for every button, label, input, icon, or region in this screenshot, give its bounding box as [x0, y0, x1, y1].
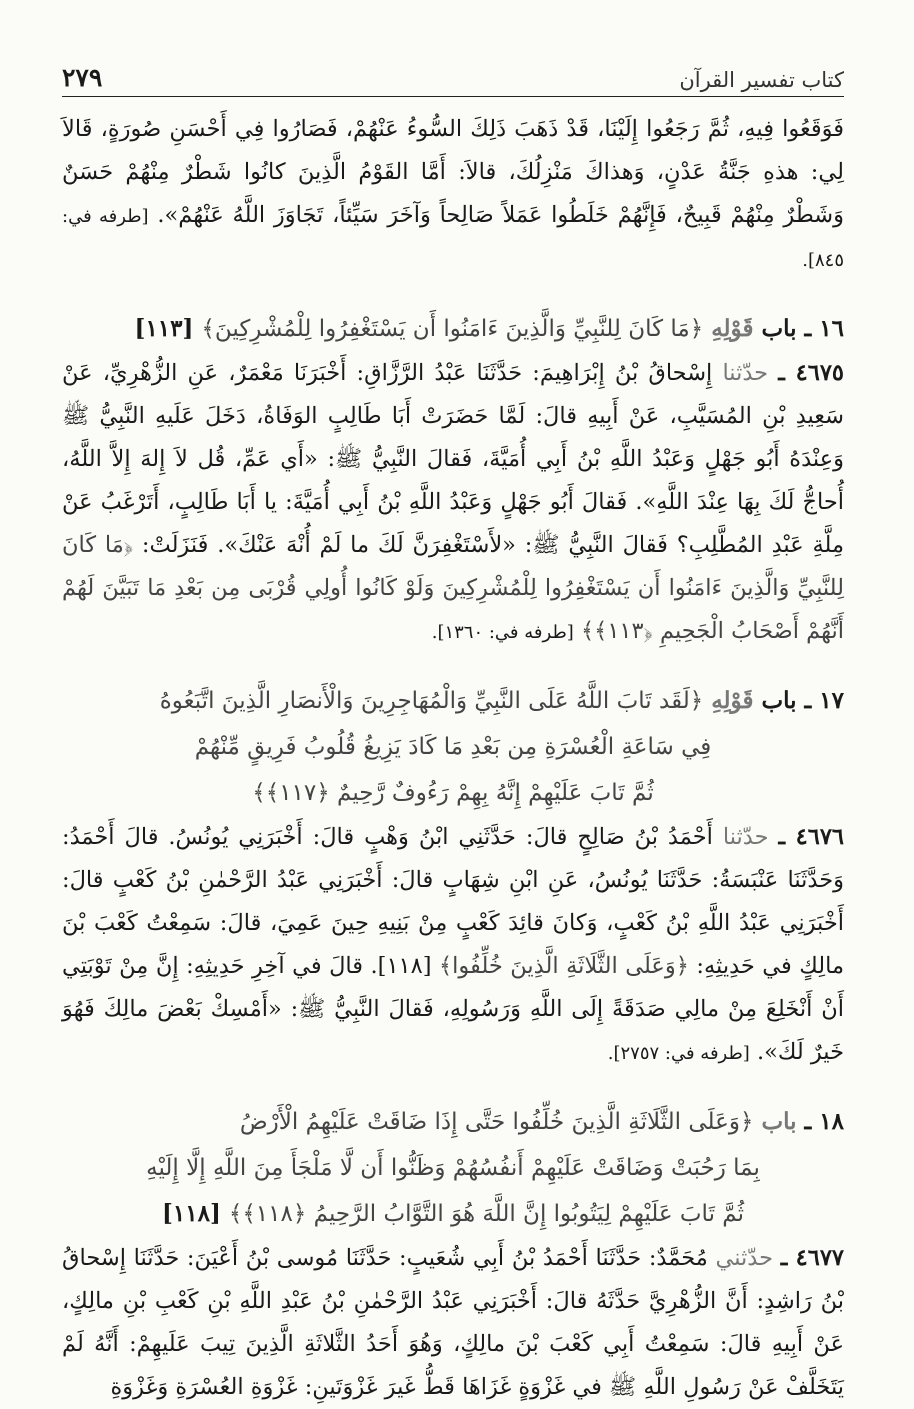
hadith-number: ٤٦٧٧ ـ: [780, 1245, 844, 1271]
chapter-number: ١٦ ـ: [804, 315, 844, 342]
chapter-18-heading: [62, 1099, 844, 1145]
chapter-qawluhu: قَوْلِهِ: [711, 315, 754, 342]
chapter-qawluhu: قَوْلِهِ: [711, 687, 754, 714]
chapter-17-verse-line-2: [62, 724, 844, 770]
chapter-18-verse-line-3: [62, 1191, 844, 1237]
chapter-verse-line-1: ﴿وَعَلَى الثَّلَاثَةِ الَّذِينَ خُلِّفُوا حَتَّى إِذَا ضَاقَتْ عَلَيْهِمُ الْأَرْضُ: [239, 1109, 754, 1135]
verse-ref: [١١٣]: [134, 315, 194, 342]
chapter-16-heading: [62, 306, 844, 352]
verse-ref: [١١٨]: [161, 1200, 221, 1227]
chapter-18-verse-line-2: [62, 1145, 844, 1191]
hadith-text: مُحَمَّدٌ: حَدَّثَنَا أَحْمَدُ بْنُ أَبِي شُعَيبٍ: حَدَّثَنَا مُوسى بْنُ أَعْيَنَ: حَدَّثَنَا إِسْحاقُ بْنُ رَاشِدٍ: أَنَّ الزُّهْرِيَّ حَدَّثَهُ قالَ: أَخْبَرَنِي عَبْدُ الرَّحْمٰنِ بْنُ عَبْدِ اللَّهِ بْنِ كَعْبِ بْنِ مالِكٍ، عَنْ أَبِيهِ قالَ: سَمِعْتُ أَبِي كَعْبَ بْنَ مالِكٍ، وَهُوَ أَحَدُ الثَّلاثَةِ الَّذِينَ تِيبَ عَلَيهِمْ: أَنَّهُ لَمْ يَتَخَلَّفْ عَنْ رَسُولِ اللَّهِ ﷺ في غَزْوَةٍ غَزَاهَا قَطُّ غَيرَ غَزْوَتَينِ: غَزْوَةِ العُسْرَةِ وَغَزْوَةِ: [62, 1245, 844, 1400]
page-body: [62, 108, 844, 1409]
chapter-bab: باب: [761, 315, 797, 342]
cross-reference: [طرفه في: ١٣٦٠].: [431, 622, 574, 643]
hadith-haddathana: حدّثني: [715, 1245, 774, 1271]
hadith-text-a: أَحْمَدُ بْنُ صَالِحٍ قالَ: حَدَّثَنِي ابْنُ وَهْبٍ قالَ: أَخْبَرَنِي يُونُسُ. قالَ أَحْمَدُ: وَحَدَّثَنَا عَنْبَسَةُ: حَدَّثَنَا يُونُسُ، عَنِ ابْنِ شِهَابٍ قالَ: أَخْبَرَنِي عَبْدُ الرَّحْمٰنِ بْنُ كَعْبٍ قالَ: أَخْبَرَنِي عَبْدُ اللَّهِ بْنُ كَعْبٍ، وَكانَ قائِدَ كَعْبٍ مِنْ بَنِيهِ حِينَ عَمِيَ، قالَ: سَمِعْتُ كَعْبَ بْنَ مالِكٍ في حَدِيثِهِ:: [62, 824, 845, 979]
cross-reference: [طرفه في: ٢٧٥٧].: [607, 1043, 750, 1064]
hadith-text: إِسْحاقُ بْنُ إِبْرَاهِيمَ: حَدَّثَنَا عَبْدُ الرَّزَّاقِ: أَخْبَرَنَا مَعْمَرٌ، عَنِ الزُّهْرِيِّ، عَنْ سَعِيدِ بْنِ المُسَيَّبِ، عَنْ أَبِيهِ قالَ: لَمَّا حَضَرَتْ أَبَا طَالِبٍ الوَفَاةُ، دَخَلَ عَلَيهِ النَّبِيُّ ﷺ وَعِنْدَهُ أَبُو جَهْلٍ وَعَبْدُ اللَّهِ بْنُ أَبِي أُمَيَّةَ، فَقالَ النَّبِيُّ ﷺ: «أَي عَمِّ، قُل لاَ إِلهَ إِلاَّ اللَّهُ، أُحاجُّ لَكَ بِهَا عِنْدَ اللَّهِ». فَقالَ أَبُو جَهْلٍ وَعَبْدُ اللَّهِ بْنُ أَبِي أُمَيَّةَ: يا أَبَا طَالِبٍ، أَتَرْغَبُ عَنْ مِلَّةِ عَبْدِ المُطَّلِبِ؟ فَقالَ النَّبِيُّ ﷺ: «لأَسْتَغْفِرَنَّ لَكَ ما لَمْ أُنْهَ عَنْكَ». فَنَزَلَتْ:: [62, 360, 845, 558]
continued-hadith-text: فَوَقَعُوا فِيهِ، ثُمَّ رَجَعُوا إِلَيْنَا، قَدْ ذَهَبَ ذَلِكَ السُّوءُ عَنْهُمْ، فَصَارُوا فِي أَحْسَنِ صُورَةٍ، قَالاَ لِي: هذهِ جَنَّةُ عَدْنٍ، وَهذاكَ مَنْزِلُكَ، قالاَ: أَمَّا القَوْمُ الَّذِينَ كانُوا شَطْرٌ مِنْهُمْ حَسَنٌ وَشَطْرٌ مِنْهُمْ قَبِيحٌ، فَإِنَّهُمْ خَلَطُوا عَمَلاً صَالِحاً وَآخَرَ سَيِّئاً، تَجَاوَزَ اللَّهُ عَنْهُمْ».: [62, 116, 844, 228]
chapter-verse-line-3: ثُمَّ تَابَ عَلَيْهِمْ إِنَّهُ بِهِمْ رَءُوفٌ رَّحِيمٌ ﴿١١٧﴾﴾: [252, 780, 654, 806]
hadith-haddathana: حدّثنا: [722, 360, 769, 386]
cross-reference: [طرفه في: ٨٤٥].: [62, 206, 844, 271]
chapter-verse: ﴿مَا كَانَ لِلنَّبِيِّ وَالَّذِينَ ءَامَنُوا أَن يَسْتَغْفِرُوا لِلْمُشْرِكِينَ﴾: [201, 316, 704, 342]
hadith-4677: [62, 1237, 844, 1409]
hadith-verse: ﴿وَعَلَى الثَّلَاثَةِ الَّذِينَ خُلِّفُوا﴾: [439, 953, 689, 979]
chapter-bab: باب: [761, 1108, 797, 1135]
chapter-verse-line-3: ثُمَّ تَابَ عَلَيْهِمْ لِيَتُوبُوا إِنَّ اللَّهَ هُوَ التَّوَّابُ الرَّحِيمُ ﴿١١٨﴾﴾: [228, 1201, 744, 1227]
chapter-number: ١٧ ـ: [804, 687, 844, 714]
hadith-verse: ﴿مَا كَانَ لِلنَّبِيِّ وَالَّذِينَ ءَامَنُوا أَن يَسْتَغْفِرُوا لِلْمُشْرِكِينَ وَلَوْ كَانُوا أُولِي قُرْبَى مِن بَعْدِ مَا تَبَيَّنَ لَهُمْ أَنَّهُمْ أَصْحَابُ الْجَحِيمِ ﴿١١٣﴾﴾: [62, 532, 844, 644]
page-header: [62, 52, 844, 92]
header-divider: [62, 96, 844, 97]
chapter-verse-line-2: فِي سَاعَةِ الْعُسْرَةِ مِن بَعْدِ مَا كَادَ يَزِيغُ قُلُوبُ فَرِيقٍ مِّنْهُمْ: [194, 734, 712, 760]
book-title: كتاب تفسير القرآن: [679, 68, 844, 92]
hadith-4676: [62, 816, 844, 1075]
hadith-4675: [62, 352, 844, 654]
chapter-bab: باب: [761, 687, 797, 714]
hadith-haddathana: حدّثنا: [722, 824, 769, 850]
hadith-text-b: [١١٨]. قالَ في آخِرِ حَدِيثِهِ: إِنَّ مِنْ تَوْبَتِي أَنْ أَنْخَلِعَ مِنْ مالِي صَدَقَةً إِلَى اللَّهِ وَرَسُولِهِ، فَقالَ النَّبِيُّ ﷺ: «أَمْسِكْ بَعْضَ مالِكَ فَهُوَ خَيرٌ لَكَ».: [62, 953, 844, 1065]
hadith-number: ٤٦٧٥ ـ: [778, 360, 844, 386]
page-number: ٢٧٩: [62, 63, 103, 92]
chapter-verse-line-1: ﴿لَقَد تَابَ اللَّهُ عَلَى النَّبِيِّ وَالْمُهَاجِرِينَ وَالْأَنصَارِ الَّذِينَ اتَّبَعُوهُ: [159, 688, 704, 714]
hadith-number: ٤٦٧٦ ـ: [778, 824, 844, 850]
chapter-17-heading: [62, 678, 844, 724]
continued-hadith: [62, 108, 844, 282]
chapter-number: ١٨ ـ: [804, 1108, 844, 1135]
chapter-17-verse-line-3: [62, 770, 844, 816]
chapter-verse-line-2: بِمَا رَحُبَتْ وَضَاقَتْ عَلَيْهِمْ أَنفُسُهُمْ وَظَنُّوا أَن لَّا مَلْجَأَ مِنَ اللَّهِ إِلَّا إِلَيْهِ: [146, 1155, 760, 1181]
